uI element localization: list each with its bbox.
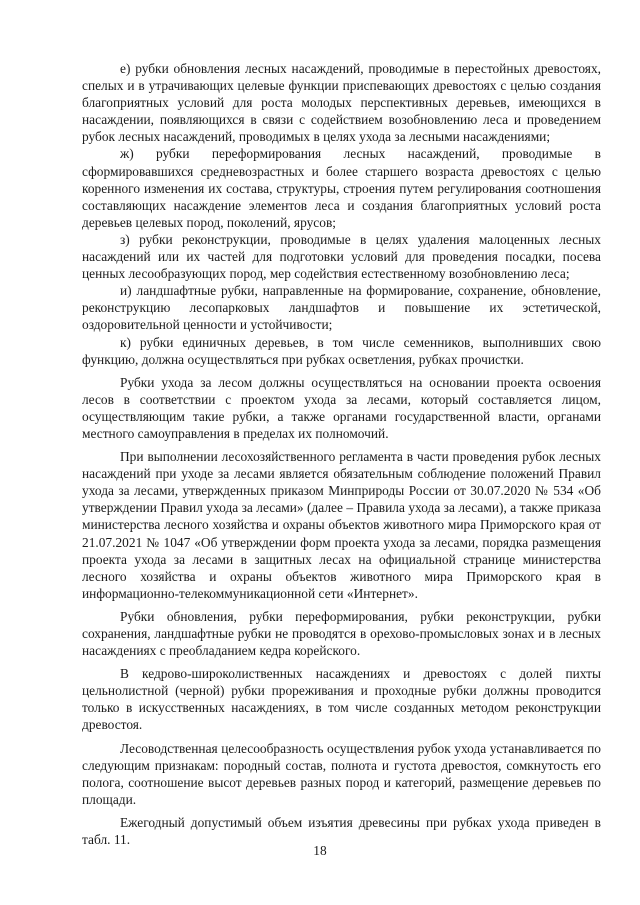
paragraph-item-e: е) рубки обновления лесных насаждений, проводимые в перестойных древостоях, спелых и в утрачивающих целевые функции приспевающих древостоях с целью создания благоприятных условий для роста молодых перспективных деревьев, имеющихся в насаждении, появляющихся в связи с содействием возобновлению леса и проведением рубок лесных насаждений, проводимых в целях ухода за лесными насаждениями;	[82, 61, 601, 145]
paragraph-item-z: з) рубки реконструкции, проводимые в целях удаления малоценных лесных насаждений или их частей для подготовки условий для проведения посадки, посева ценных лесообразующих пород, мер содействия естественному возобновлению леса;	[82, 231, 601, 282]
paragraph-item-i: и) ландшафтные рубки, направленные на формирование, сохранение, обновление, реконструкцию лесопарковых ландшафтов и повышение их эстетической, оздоровительной ценности и устойчивости;	[82, 283, 601, 333]
document-body	[82, 60, 601, 848]
paragraph-regulations: При выполнении лесохозяйственного регламента в части проведения рубок лесных насаждений при уходе за лесами является обязательным соблюдение положений Правил ухода за лесами, утвержденных приказом Минприроды России от 30.07.2020 № 534 «Об утверждении Правил ухода за лесами» (далее – Правила ухода за лесами), а также приказа министерства лесного хозяйства и охраны объектов животного мира Приморского края от 21.07.2021 № 1047 «Об утверждении форм проекта ухода за лесами, порядка размещения проекта ухода за лесами в защитных лесах на официальной странице министерства лесного хозяйства и охраны объектов животного мира Приморского края в информационно-телекоммуникационной сети «Интернет».	[82, 449, 601, 601]
paragraph-cedar-stands: В кедрово-широколиственных насаждениях и древостоях с долей пихты цельнолистной (черной) рубки прореживания и проходные рубки должны проводится только в искусственных насаждениях, в том числе созданных методом реконструкции древостоя.	[82, 666, 601, 733]
paragraph-item-k: к) рубки единичных деревьев, в том числе семенников, выполнивших свою функцию, должна осуществляться при рубках осветления, рубках прочистки.	[82, 334, 601, 367]
paragraph-expediency: Лесоводственная целесообразность осуществления рубок ухода устанавливается по следующим признакам: породный состав, полнота и густота древостоя, сомкнутость его полога, соотношение высот деревьев разных пород и категорий, размещение деревьев по площади.	[82, 740, 601, 807]
paragraph-item-zh: ж) рубки переформирования лесных насаждений, проводимые в сформировавшихся средневозрастных и более старшего возраста древостоях с целью коренного изменения их состава, структуры, строения путем регулирования соотношения составляющих насаждение элементов леса и создания благоприятных условий роста деревьев целевых пород, поколений, ярусов;	[82, 146, 601, 230]
paragraph-annual-volume: Ежегодный допустимый объем изъятия древесины при рубках ухода приведен в табл. 11.	[82, 814, 601, 848]
paragraph-restrictions: Рубки обновления, рубки переформирования, рубки реконструкции, рубки сохранения, ландшафтные рубки не проводятся в орехово-промысловых зонах и в лесных насаждениях с преобладанием кедра корейского.	[82, 608, 601, 659]
paragraph-project-basis: Рубки ухода за лесом должны осуществляться на основании проекта освоения лесов в соответствии с проектом ухода за лесами, который составляется лицом, осуществляющим такие рубки, а также органами государственной власти, органами местного самоуправления в пределах их полномочий.	[82, 374, 601, 441]
page-number: 18	[313, 843, 327, 858]
